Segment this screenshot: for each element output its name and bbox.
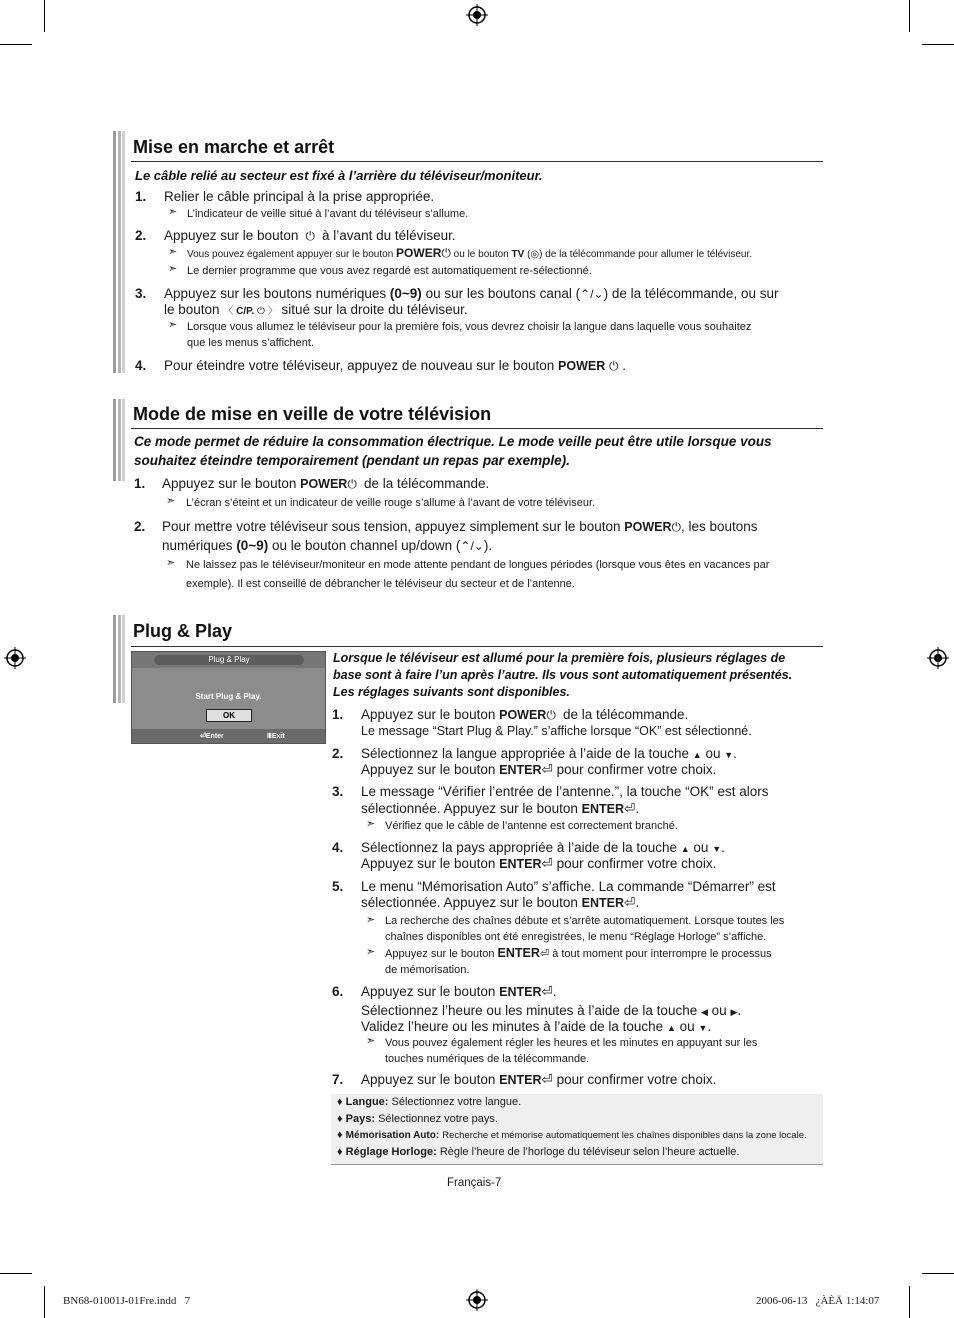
step-number: 2. xyxy=(134,519,146,534)
step-text xyxy=(361,746,737,763)
summary-label: Langue: xyxy=(345,1096,389,1108)
summary-item: ♦ Mémorisation Auto: Recherche et mémorise automatiquement les chaînes disponibles dans la zone locale. xyxy=(337,1129,807,1141)
step-text-part: ou xyxy=(711,1003,727,1018)
step-text xyxy=(361,895,639,911)
summary-text: Recherche et mémorise automatiquement les chaînes disponibles dans la zone locale. xyxy=(442,1130,807,1141)
channel-up-down-icon: ⌃/⌄ xyxy=(460,539,484,553)
down-arrow-icon: ▼ xyxy=(698,1023,708,1033)
osd-ok-button: OK xyxy=(206,709,252,722)
step-text-part: ) de la télécommande, ou sur xyxy=(603,286,779,301)
cp-label: C/P. xyxy=(236,306,255,317)
section-title: Plug & Play xyxy=(133,621,233,641)
power-label: POWER xyxy=(624,520,672,534)
step-text-part: Sélectionnez la langue appropriée à l’aide de la touche xyxy=(361,746,689,761)
step-note: Ne laissez pas le téléviseur/moniteur en mode attente pendant de longues périodes (lorsque vous êtes en vacances par xyxy=(186,559,770,571)
summary-item: ♦ Réglage Horloge: Règle l’heure de l’horloge du téléviseur selon l’heure actuelle. xyxy=(337,1146,740,1158)
step-text-part: situé sur la droite du téléviseur. xyxy=(281,302,468,317)
step-text-part: Appuyez sur le bouton xyxy=(361,1072,496,1087)
section-title: Mode de mise en veille de votre télévision xyxy=(133,404,492,424)
enter-label: ENTER xyxy=(499,763,542,777)
power-label: POWER xyxy=(300,477,348,491)
step-text-part: ). xyxy=(483,538,493,553)
step-number: 2. xyxy=(332,746,344,761)
section-marker xyxy=(113,131,125,373)
tv-label: TV xyxy=(511,249,525,260)
step-text-part: , les boutons xyxy=(681,519,758,534)
step-text-part: ou xyxy=(693,840,709,855)
section-intro: Les réglages suivants sont disponibles. xyxy=(333,685,570,699)
step-note: exemple). Il est conseillé de débrancher le téléviseur du secteur et de l’antenne. xyxy=(186,578,575,590)
down-arrow-icon: ▼ xyxy=(724,750,734,760)
step-text-part: Sélectionnez l’heure ou les minutes à l’aide de la touche xyxy=(361,1003,698,1018)
step-text xyxy=(162,519,758,535)
step-text-part: . xyxy=(622,358,627,373)
summary-text: Sélectionnez votre langue. xyxy=(391,1096,522,1108)
step-text: Le menu “Mémorisation Auto” s’affiche. La commande “Démarrer” est xyxy=(361,879,776,894)
step-text-part: numériques xyxy=(162,538,233,553)
step-text-part: de la télécommande. xyxy=(363,476,490,491)
enter-label: ENTER xyxy=(581,896,625,910)
power-icon: ⏻ xyxy=(546,708,560,722)
summary-label: Mémorisation Auto: xyxy=(345,1130,440,1141)
step-text-part: à l’avant du téléviseur. xyxy=(322,228,456,243)
step-number: 4. xyxy=(332,840,344,855)
step-number: 5. xyxy=(332,879,344,894)
section-marker xyxy=(113,399,125,481)
step-number: 1. xyxy=(135,189,147,204)
summary-label: Réglage Horloge: xyxy=(345,1146,437,1158)
step-note: La recherche des chaînes débute et s’arrête automatiquement. Lorsque toutes les xyxy=(385,915,785,927)
step-text xyxy=(164,286,778,302)
step-text xyxy=(361,762,716,778)
step-text-part: Appuyez sur le bouton xyxy=(361,707,496,722)
enter-label: ENTER xyxy=(499,1073,542,1087)
channel-up-down-icon: ⌃/⌄ xyxy=(580,287,604,301)
power-icon: ⏻ xyxy=(441,246,451,260)
enter-label: ENTER xyxy=(499,985,542,999)
footer-filename: BN68-01001J-01Fre.indd 7 xyxy=(63,1295,191,1307)
step-number: 3. xyxy=(332,784,344,799)
step-text xyxy=(164,228,456,244)
crop-mark xyxy=(922,1273,954,1274)
osd-exit-label: Exit xyxy=(271,733,285,740)
step-note: Vérifiez que le câble de l’antenne est correctement branché. xyxy=(385,820,678,832)
step-number: 3. xyxy=(135,286,147,301)
note-part: à tout moment pour interrompre le processus xyxy=(552,948,772,960)
right-arrow-icon: ▶ xyxy=(730,1007,738,1017)
note-part: Appuyez sur le bouton xyxy=(385,948,495,960)
summary-item: ♦ Langue: Sélectionnez votre langue. xyxy=(337,1096,522,1108)
note-part: Vous pouvez également appuyer sur le bouton xyxy=(187,249,394,260)
note-part: ou le bouton xyxy=(453,249,509,260)
enter-icon: ⏎ xyxy=(539,948,550,960)
note-part: de la télécommande pour allumer le téléviseur. xyxy=(545,249,753,260)
step-text xyxy=(361,856,716,872)
step-text xyxy=(361,840,725,857)
page-number: Français-7 xyxy=(447,1177,502,1189)
note-arrow-icon: ➣ xyxy=(366,1035,376,1047)
step-text-part: Appuyez sur le bouton xyxy=(164,228,299,243)
cp-button-icon: 〈 C/P. ⏻ 〉 xyxy=(223,306,278,317)
step-text-part: ou xyxy=(679,1019,695,1034)
step-text-part: ou le bouton channel up/down ( xyxy=(271,538,461,553)
step-text-part: (0~9) xyxy=(389,286,422,301)
osd-exit-hint xyxy=(267,732,285,740)
step-note: Vous pouvez également régler les heures et les minutes en appuyant sur les xyxy=(385,1037,758,1049)
step-text-part: de la télécommande. xyxy=(562,707,689,722)
registration-mark-icon xyxy=(927,647,949,669)
enter-icon: ⏎ xyxy=(541,984,553,999)
step-number: 6. xyxy=(332,984,344,999)
step-text-part: . xyxy=(635,801,640,816)
up-arrow-icon: ▲ xyxy=(692,750,702,760)
step-text-part: Validez l’heure ou les minutes à l’aide de la touche xyxy=(361,1019,664,1034)
osd-title: Plug & Play xyxy=(154,655,304,665)
step-text-part: Appuyez sur le bouton xyxy=(361,984,496,999)
step-note: touches numériques de la télécommande. xyxy=(385,1053,590,1065)
power-label: POWER xyxy=(396,246,442,260)
osd-footer xyxy=(132,729,325,743)
tv-icon: (◎) xyxy=(527,249,543,260)
plug-and-play-osd-screenshot xyxy=(131,651,326,744)
step-text-part: ou xyxy=(705,746,721,761)
section-intro: Lorsque le téléviseur est allumé pour la première fois, plusieurs réglages de xyxy=(333,651,786,665)
registration-mark-icon xyxy=(466,4,488,26)
crop-mark xyxy=(0,44,32,45)
settings-summary-box xyxy=(331,1094,823,1165)
step-text xyxy=(361,707,688,723)
step-text xyxy=(162,538,492,554)
up-arrow-icon: ▲ xyxy=(666,1023,676,1033)
step-text xyxy=(361,801,639,817)
power-label: POWER xyxy=(558,359,606,373)
step-number: 1. xyxy=(134,476,146,491)
enter-label: ENTER xyxy=(499,857,542,871)
step-text xyxy=(361,1019,711,1036)
enter-icon: ⏎ xyxy=(624,895,636,910)
crop-mark xyxy=(909,1286,910,1318)
step-note: Le dernier programme que vous avez regardé est automatiquement re-sélectionné. xyxy=(187,265,592,277)
section-intro: Le câble relié au secteur est fixé à l’arrière du téléviseur/moniteur. xyxy=(135,168,543,183)
step-text-part: . xyxy=(733,746,737,761)
section-intro: Ce mode permet de réduire la consommation électrique. Le mode veille peut être utile lorsque vous xyxy=(134,434,772,449)
crop-mark xyxy=(909,0,910,32)
section-intro: souhaitez éteindre temporairement (pendant un repas par exemple). xyxy=(134,453,570,468)
step-note: Lorsque vous allumez le téléviseur pour la première fois, vous devrez choisir la langue dans laquelle vous souhaitez xyxy=(187,321,752,333)
power-icon: ⏻ xyxy=(609,359,619,373)
step-text: Le message “Start Plug & Play.” s’affiche lorsque “OK” est sélectionné. xyxy=(361,724,752,738)
step-text-part: Appuyez sur le bouton xyxy=(162,476,297,491)
enter-icon: ⏎ xyxy=(200,733,206,740)
crop-mark xyxy=(922,44,954,45)
step-text-part: . xyxy=(737,1003,742,1018)
step-text-part: pour confirmer votre choix. xyxy=(556,1072,717,1087)
step-note xyxy=(385,945,772,962)
osd-title-bar xyxy=(132,652,325,668)
down-arrow-icon: ▼ xyxy=(712,844,722,854)
enter-icon: ⏎ xyxy=(541,762,553,777)
step-text: Le message “Vérifier l’entrée de l’antenne.”, la touche “OK” est alors xyxy=(361,784,769,799)
osd-enter-label: Enter xyxy=(205,733,224,740)
step-text-part: . xyxy=(552,984,557,999)
step-note: chaînes disponibles ont été enregistrées, le menu “Réglage Horloge” s’affiche. xyxy=(385,931,767,943)
note-arrow-icon: ➣ xyxy=(366,914,376,926)
registration-mark-icon xyxy=(466,1289,488,1311)
left-arrow-icon: ◀ xyxy=(700,1007,708,1017)
summary-text: Sélectionnez votre pays. xyxy=(378,1113,498,1125)
summary-item: ♦ Pays: Sélectionnez votre pays. xyxy=(337,1113,498,1125)
note-arrow-icon: ➣ xyxy=(366,946,376,958)
section-rule xyxy=(131,646,823,647)
section-marker xyxy=(113,615,125,703)
step-number: 7. xyxy=(332,1072,344,1087)
enter-label: ENTER xyxy=(581,802,625,816)
summary-text: Règle l’heure de l’horloge du téléviseur selon l’heure actuelle. xyxy=(439,1146,740,1158)
step-note xyxy=(187,245,752,263)
step-text-part: ou sur les boutons canal ( xyxy=(425,286,581,301)
enter-icon: ⏎ xyxy=(624,801,636,816)
enter-label: ENTER xyxy=(497,946,540,960)
power-label: POWER xyxy=(499,708,547,722)
step-text-part: . xyxy=(635,895,640,910)
step-text-part: sélectionnée. Appuyez sur le bouton xyxy=(361,801,578,816)
step-text-part: pour confirmer votre choix. xyxy=(556,762,717,777)
note-arrow-icon: ➣ xyxy=(166,495,176,507)
step-text-part: pour confirmer votre choix. xyxy=(556,856,717,871)
step-text-part: le bouton xyxy=(164,302,220,317)
note-arrow-icon: ➣ xyxy=(168,246,178,258)
section-title: Mise en marche et arrêt xyxy=(133,137,335,157)
note-arrow-icon: ➣ xyxy=(168,206,178,218)
step-number: 1. xyxy=(332,707,344,722)
step-text xyxy=(164,358,626,374)
step-note: de mémorisation. xyxy=(385,964,470,976)
step-text xyxy=(361,1072,716,1088)
step-text xyxy=(164,302,468,320)
osd-enter-hint xyxy=(200,732,224,740)
footer-timestamp: 2006-06-13 ¿ÀÈÄ 1:14:07 xyxy=(756,1295,880,1307)
section-intro: base sont à faire l’un après l’autre. Ils vous sont automatiquement présentés. xyxy=(333,668,793,682)
step-text-part: Appuyez sur le bouton xyxy=(361,856,496,871)
step-text-part: . xyxy=(721,840,725,855)
enter-icon: ⏎ xyxy=(541,1072,553,1087)
crop-mark xyxy=(0,1273,32,1274)
crop-mark xyxy=(44,1286,45,1318)
step-text xyxy=(162,476,489,492)
step-text-part: Appuyez sur les boutons numériques xyxy=(164,286,387,301)
step-text-part: sélectionnée. Appuyez sur le bouton xyxy=(361,895,578,910)
step-text xyxy=(361,984,557,1000)
step-text-part: (0~9) xyxy=(236,538,269,553)
crop-mark xyxy=(44,0,45,32)
step-note: L’écran s’éteint et un indicateur de veille rouge s’allume à l’avant de votre téléviseur. xyxy=(186,497,596,509)
step-note: que les menus s’affichent. xyxy=(187,337,314,349)
power-icon: ⏻ xyxy=(302,229,319,243)
power-icon: ⏻ xyxy=(671,520,681,534)
osd-message: Start Plug & Play. xyxy=(195,692,262,701)
summary-label: Pays: xyxy=(345,1113,376,1125)
step-text-part: Sélectionnez la pays appropriée à l’aide de la touche xyxy=(361,840,677,855)
power-icon: ⏻ xyxy=(347,477,361,491)
step-text-part: Pour mettre votre téléviseur sous tension, appuyez simplement sur le bouton xyxy=(162,519,621,534)
up-arrow-icon: ▲ xyxy=(680,844,690,854)
enter-icon: ⏎ xyxy=(541,856,553,871)
registration-mark-icon xyxy=(4,647,26,669)
section-rule xyxy=(131,428,823,429)
step-number: 2. xyxy=(135,228,147,243)
step-note: L’indicateur de veille situé à l’avant du téléviseur s’allume. xyxy=(187,208,469,220)
section-rule xyxy=(131,161,823,162)
step-text: Relier le câble principal à la prise appropriée. xyxy=(164,189,435,204)
note-arrow-icon: ➣ xyxy=(168,319,178,331)
note-arrow-icon: ➣ xyxy=(166,557,176,569)
note-arrow-icon: ➣ xyxy=(168,263,178,275)
exit-icon: Ⅲ xyxy=(267,733,272,740)
note-arrow-icon: ➣ xyxy=(366,818,376,830)
step-text-part: Pour éteindre votre téléviseur, appuyez de nouveau sur le bouton xyxy=(164,358,555,373)
step-text-part: Appuyez sur le bouton xyxy=(361,762,496,777)
step-text xyxy=(361,1003,741,1020)
step-text-part: . xyxy=(707,1019,712,1034)
step-number: 4. xyxy=(135,358,147,373)
